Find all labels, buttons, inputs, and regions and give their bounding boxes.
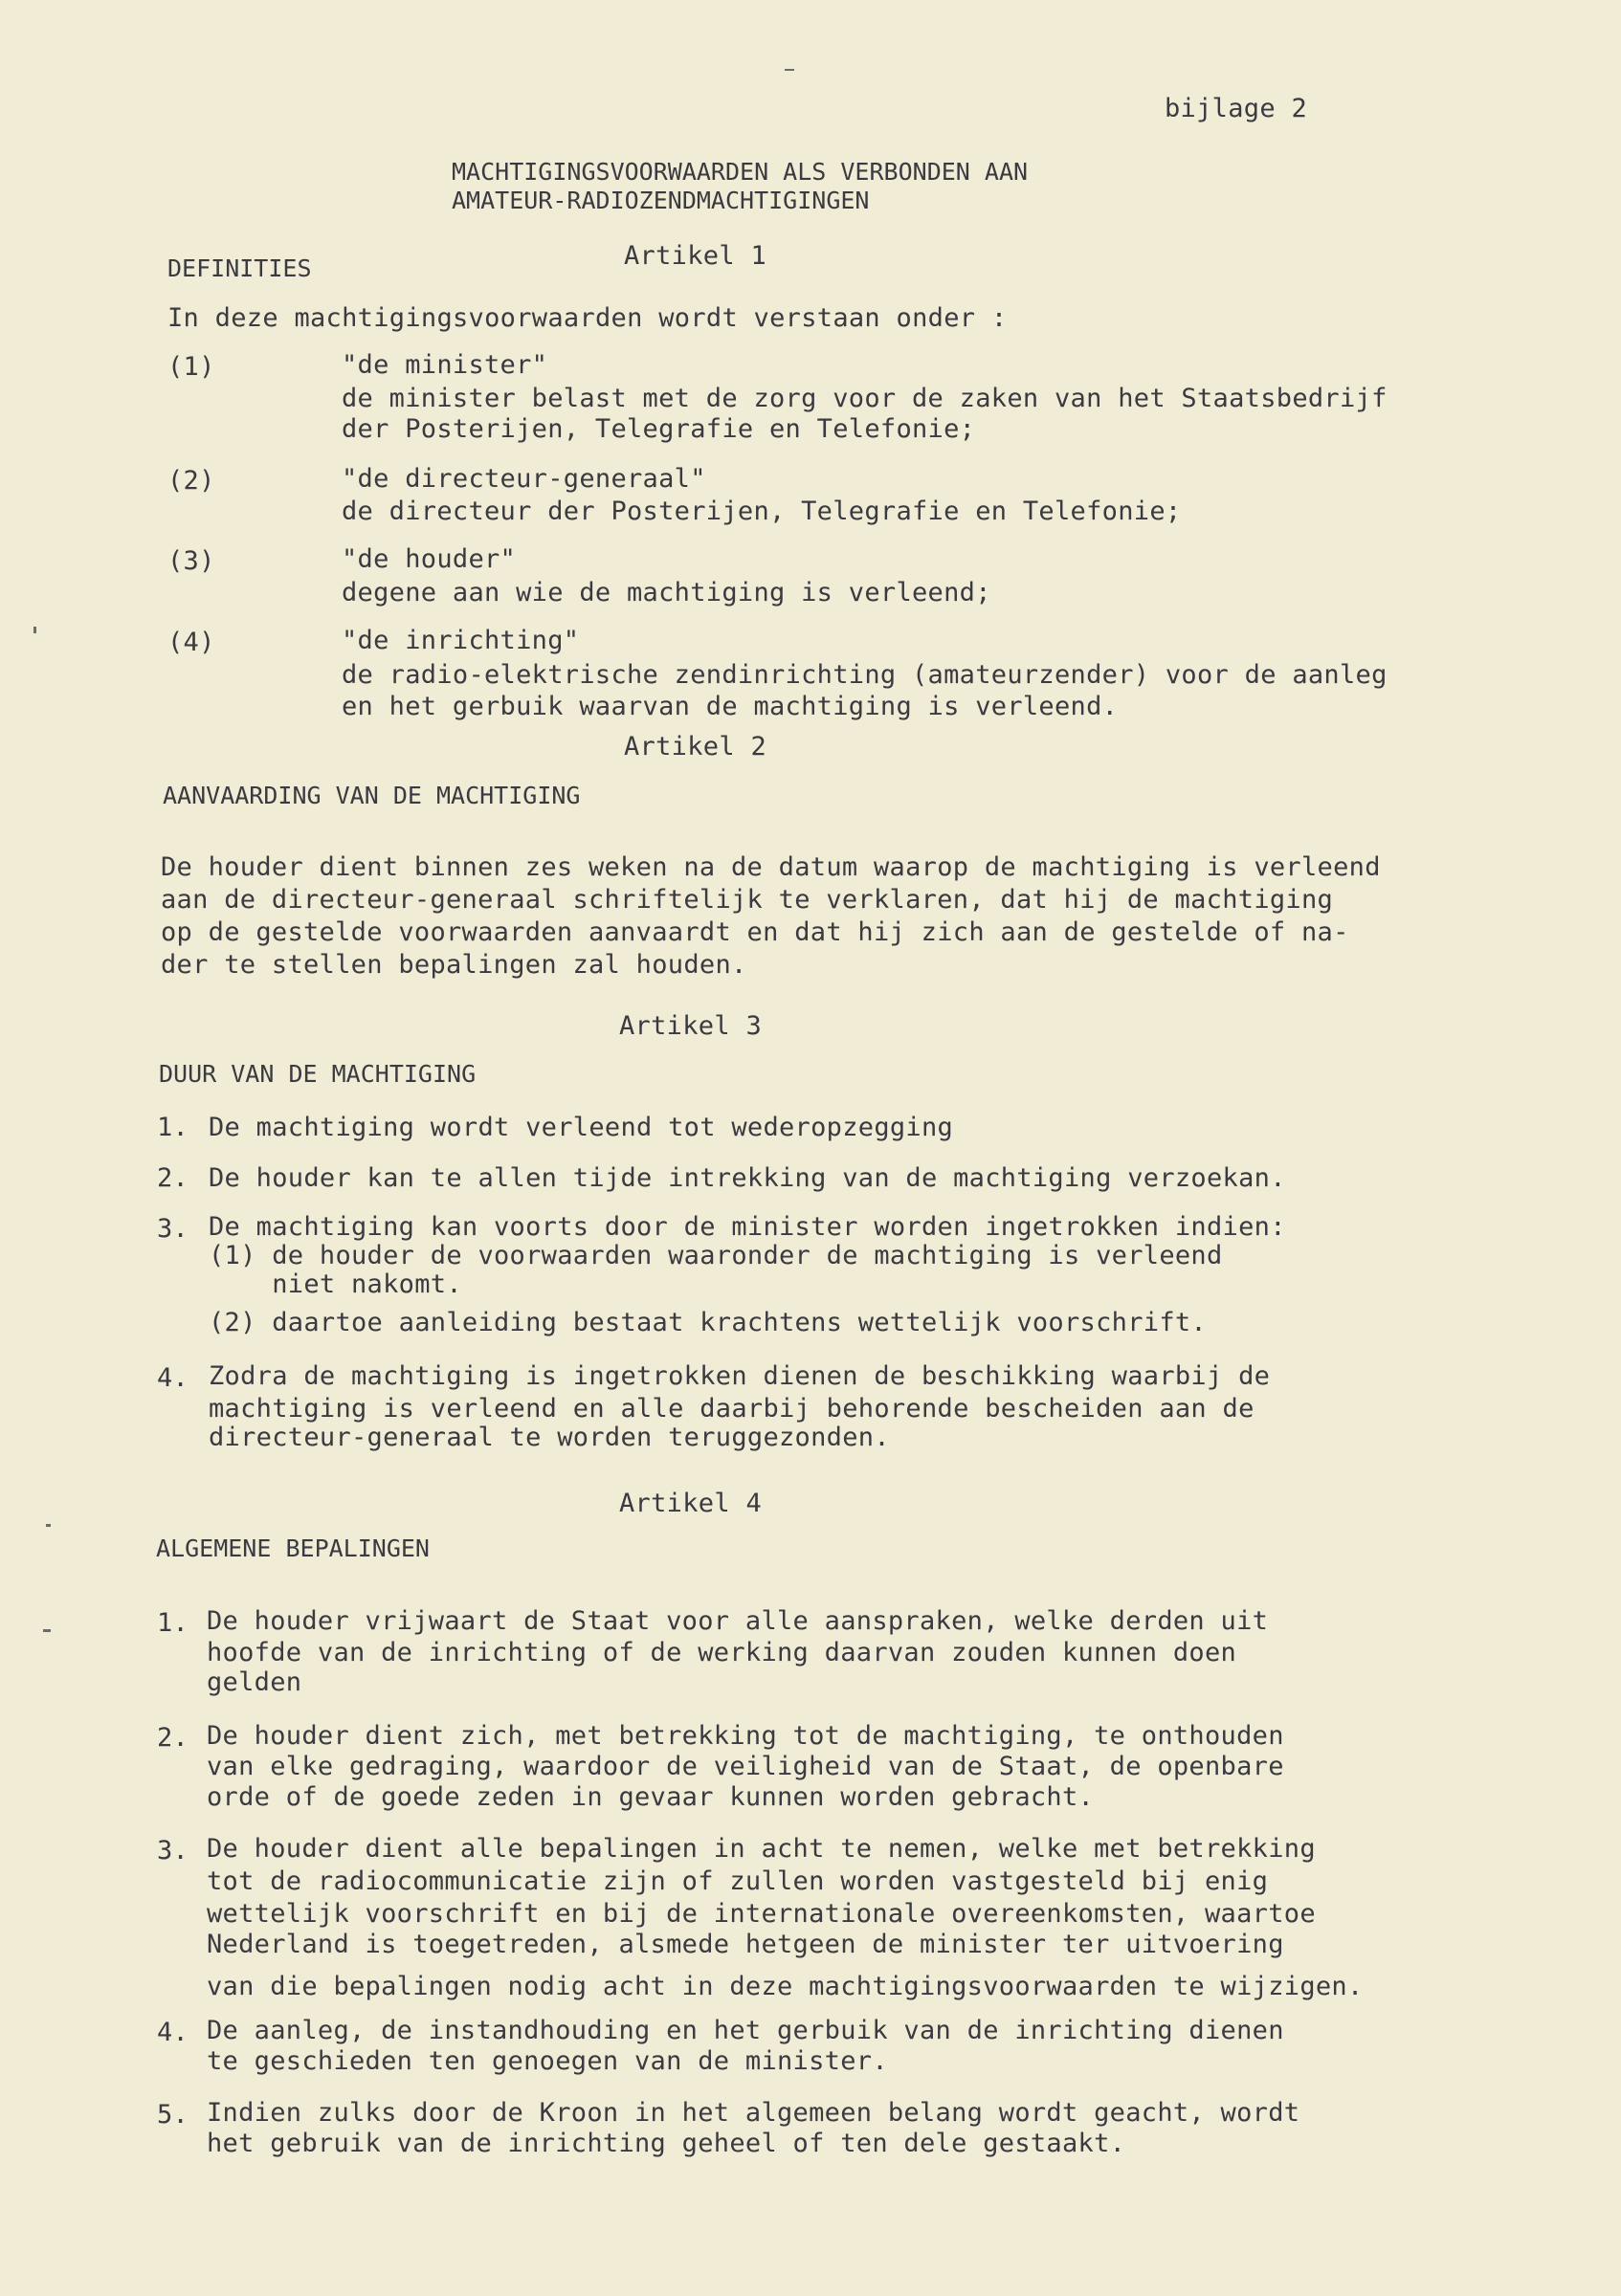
item-text: hoofde van de inrichting of de werking daarvan zouden kunnen doen (207, 1638, 1237, 1667)
definition-number: (4) (167, 628, 215, 657)
item-text: het gebruik van de inrichting geheel of ten dele gestaakt. (207, 2129, 1126, 2158)
title-line-1: MACHTIGINGSVOORWAARDEN ALS VERBONDEN AAN (452, 158, 1029, 186)
item-number: 1. (157, 1113, 189, 1142)
item-number: 2. (157, 1163, 189, 1193)
artikel-1-label: Artikel 1 (624, 241, 766, 271)
item-text: De aanleg, de instandhouding en het gerbuik van de inrichting dienen (207, 2016, 1284, 2045)
item-text: gelden (207, 1667, 302, 1697)
item-text: De machtiging wordt verleend tot wederopzegging (209, 1113, 954, 1142)
item-text: (2) daartoe aanleiding bestaat krachtens wettelijk voorschrift. (209, 1308, 1207, 1337)
definition-text: de radio-elektrische zendinrichting (amateurzender) voor de aanleg (342, 660, 1388, 690)
item-number: 5. (157, 2100, 189, 2130)
definition-text: der Posterijen, Telegrafie en Telefonie; (342, 414, 976, 444)
definition-text: de directeur der Posterijen, Telegrafie en Telefonie; (342, 497, 1182, 526)
item-text: machtiging is verleend en alle daarbij behorende bescheiden aan de (209, 1394, 1255, 1424)
attachment-label: bijlage 2 (1165, 94, 1307, 123)
item-text: Zodra de machtiging is ingetrokken dienen de beschikking waarbij de (209, 1361, 1271, 1391)
definition-text: en het gerbuik waarvan de machtiging is verleend. (342, 692, 1119, 721)
margin-mark (46, 1524, 51, 1527)
item-text: (1) de houder de voorwaarden waaronder de machtiging is verleend (209, 1241, 1223, 1270)
title-line-2: AMATEUR-RADIOZENDMACHTIGINGEN (452, 187, 870, 214)
artikel-4-label: Artikel 4 (619, 1489, 762, 1518)
artikel-2-paragraph-line: De houder dient binnen zes weken na de datum waarop de machtiging is verleend (161, 852, 1381, 882)
item-text: wettelijk voorschrift en bij de internationale overeenkomsten, waartoe (207, 1899, 1316, 1929)
item-text: Nederland is toegetreden, alsmede hetgeen de minister ter uitvoering (207, 1930, 1284, 1959)
punch-mark-top (785, 69, 794, 71)
aanvaarding-heading: AANVAARDING VAN DE MACHTIGING (163, 782, 581, 809)
definition-number: (1) (167, 352, 215, 382)
item-number: 4. (157, 1363, 189, 1393)
item-text: De machtiging kan voorts door de minister worden ingetrokken indien: (209, 1212, 1286, 1242)
item-text: De houder vrijwaart de Staat voor alle aanspraken, welke derden uit (207, 1606, 1269, 1636)
definition-text: degene aan wie de machtiging is verleend; (342, 578, 991, 607)
algemene-heading: ALGEMENE BEPALINGEN (156, 1534, 430, 1562)
item-text: niet nakomt. (209, 1269, 462, 1299)
definition-term: "de directeur-generaal" (342, 464, 706, 494)
definition-text: de minister belast met de zorg voor de zaken van het Staatsbedrijf (342, 384, 1388, 413)
item-number: 1. (157, 1608, 189, 1638)
definition-number: (2) (167, 466, 215, 496)
item-number: 4. (157, 2018, 189, 2047)
artikel-3-label: Artikel 3 (619, 1011, 762, 1041)
item-text: van elke gedraging, waardoor de veiligheid van de Staat, de openbare (207, 1752, 1284, 1781)
definitions-intro: In deze machtigingsvoorwaarden wordt verstaan onder : (167, 303, 1008, 333)
definition-term: "de houder" (342, 544, 517, 574)
item-text: De houder kan te allen tijde intrekking van de machtiging verzoekan. (209, 1163, 1286, 1193)
margin-mark (33, 627, 36, 633)
definition-term: "de minister" (342, 350, 548, 380)
item-text: De houder dient zich, met betrekking tot de machtiging, te onthouden (207, 1721, 1284, 1751)
item-text: tot de radiocommunicatie zijn of zullen worden vastgesteld bij enig (207, 1866, 1269, 1896)
item-text: orde of de goede zeden in gevaar kunnen worden gebracht. (207, 1782, 1095, 1812)
item-number: 3. (157, 1836, 189, 1866)
item-number: 3. (157, 1214, 189, 1244)
definition-term: "de inrichting" (342, 626, 580, 655)
margin-mark (43, 1629, 51, 1632)
item-number: 2. (157, 1723, 189, 1753)
artikel-2-paragraph-line: op de gestelde voorwaarden aanvaardt en dat hij zich aan de gestelde of na- (161, 917, 1349, 947)
artikel-2-paragraph-line: der te stellen bepalingen zal houden. (161, 950, 747, 980)
definities-heading: DEFINITIES (167, 254, 312, 282)
item-text: te geschieden ten genoegen van de minister. (207, 2046, 888, 2076)
artikel-2-label: Artikel 2 (624, 732, 766, 762)
item-text: De houder dient alle bepalingen in acht te nemen, welke met betrekking (207, 1834, 1316, 1864)
artikel-2-paragraph-line: aan de directeur-generaal schriftelijk te verklaren, dat hij de machtiging (161, 885, 1334, 915)
item-text: Indien zulks door de Kroon in het algemeen belang wordt geacht, wordt (207, 2098, 1300, 2128)
item-text: van die bepalingen nodig acht in deze machtigingsvoorwaarden te wijzigen. (207, 1972, 1364, 2001)
item-text: directeur-generaal te worden teruggezonden. (209, 1423, 890, 1452)
duur-heading: DUUR VAN DE MACHTIGING (159, 1060, 477, 1088)
definition-number: (3) (167, 546, 215, 576)
